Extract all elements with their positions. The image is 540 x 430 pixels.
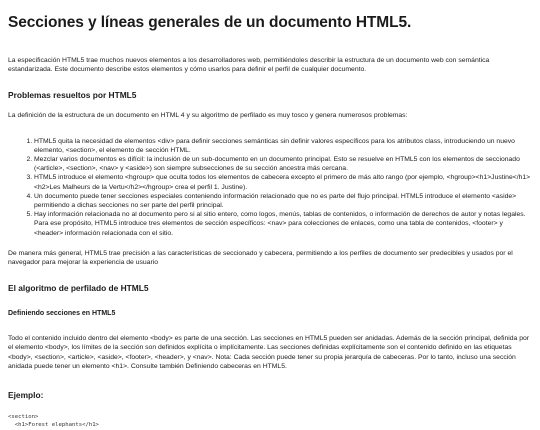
code-example: <section> <h1>Forest elephants</h1> (8, 414, 99, 429)
list-item: 3. HTML5 introduce el elemento <hgroup> que oculta todos los elementos de cabecera excepto el primero de más alto rango (por ejemplo, <hgroup><h1>Justine</h1><h2>Les Malheurs de la Vertu</h2></hgroup> crea el perfil 1. Justine). (34, 173, 532, 191)
list-item: 4. Un documento puede tener secciones especiales conteniendo información relacionado que no es parte del flujo principal. HTML5 introduce el elemento <aside> permitiendo a dichas secciones no ser parte del perfil principal. (34, 192, 532, 210)
subheading-definiendo-secciones: Definiendo secciones en HTML5 (8, 310, 116, 318)
problemas-intro-paragraph: La definición de la estructura de un documento en HTML 4 y su algoritmo de perfilado es muy tosco y genera numerosos problemas: (8, 112, 408, 120)
section-heading-algoritmo: El algoritmo de perfilado de HTML5 (8, 283, 149, 294)
list-item: 2. Mezclar varios documentos es difícil: la inclusión de un sub-documento en un documento principal. Esto se resuelve en HTML5 con los elementos de seccionado (<article>, <section>, <nav> y <aside>) son siempre subsecciones de su sección ancestra más cercana. (34, 155, 532, 173)
closing-paragraph: De manera más general, HTML5 trae precisión a las características de seccionado y cabecera, permitiendo a los perfiles de documento ser predecibles y usados por el navegador para mejorar la experiencia de usuario (8, 249, 513, 267)
page-title: Secciones y líneas generales de un documento HTML5. (8, 14, 412, 31)
intro-paragraph: La especificación HTML5 trae muchos nuevos elementos a los desarrolladores web, permitiéndoles describir la estructura de un documento web con semántica estandarizada. Este documento describe estos elementos y cómo usarlos para definir el perfil de cualquier documento. (8, 57, 490, 74)
problems-list (8, 137, 532, 238)
section-heading-problemas-resueltos: Problemas resueltos por HTML5 (8, 90, 137, 101)
section-heading-ejemplo: Ejemplo: (8, 390, 44, 401)
definiendo-paragraph: Todo el contenido incluido dentro del elemento <body> es parte de una sección. Las secciones en HTML5 pueden ser anidadas. Además de la sección principal, definida por el elemento <body>, los límites de la sección son definidos explícita o implícitamente. Las secciones definidas explícitamente son el contenido definido en las etiquetas <body>, <section>, <article>, <aside>, <footer>, <header>, y <nav>. Nota: Cada sección puede tener su propia jerarquía de cabeceras. Por lo tanto, incluso una sección anidada puede tener un elemento <h1>. Consulte también Definiendo cabeceras en HTML5. (8, 335, 530, 370)
list-item: 1. HTML5 quita la necesidad de elementos <div> para definir secciones semánticas sin definir valores específicos para los atributos class, introduciendo un nuevo elemento, <section>, el elemento de sección HTML. (34, 137, 532, 155)
list-item: 5. Hay información relacionada no al documento pero si al sitio entero, como logos, menús, tablas de contenidos, o información de derechos de autor y notas legales. Para ese propósito, HTML5 introduce tres elementos de sección específicos: <nav> para colecciones de enlaces, como una tabla de contenidos, <footer> y <header> información relacionada con el sitio. (34, 210, 532, 238)
